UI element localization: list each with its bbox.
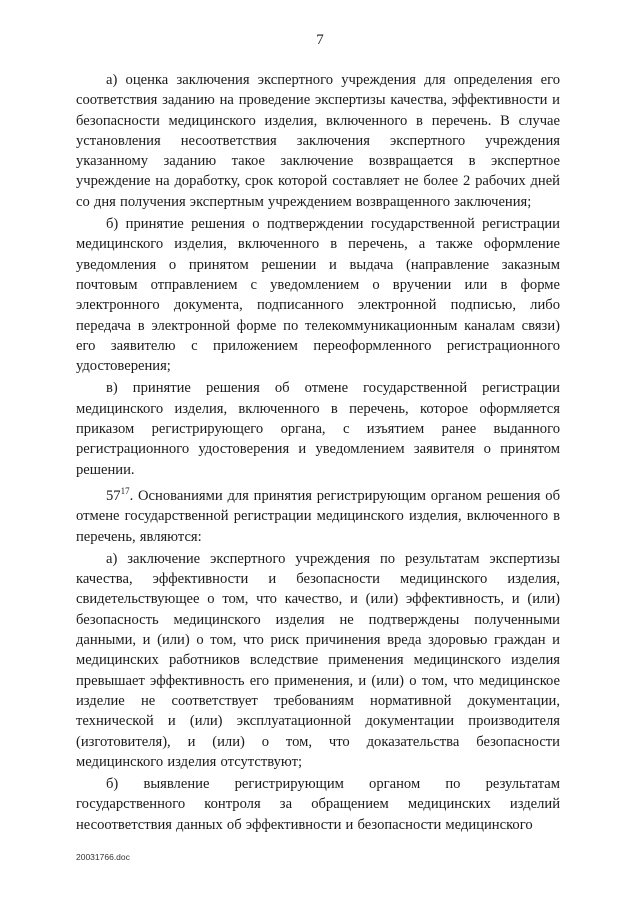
paragraph-item-a-assessment: а) оценка заключения экспертного учреждения для определения его соответствия заданию на проведение экспертизы качества, эффективности и безопасности медицинского изделия, включенного в перечень. В случае установления несоответствия заключения экспертного учреждения указанному заданию такое заключение возвращается в экспертное учреждение на доработку, срок которой составляет не более 2 рабочих дней со дня получения экспертным учреждением возвращенного заключения;: [76, 72, 560, 210]
clause-text: . Основаниями для принятия регистрирующим органом решения об отмене государственной регистрации медицинского изделия, включенного в перечень, являются:: [76, 487, 560, 545]
page-number: 7: [316, 32, 324, 48]
clause-number: 57: [106, 487, 121, 504]
document-body: [76, 70, 560, 835]
paragraph-ground-a-expert-conclusion: а) заключение экспертного учреждения по результатам экспертизы качества, эффективности и безопасности медицинского изделия, свидетельствующее о том, что качество, и (или) эффективность, и (или) безопасность медицинского изделия не подтверждены полученными данными, и (или) о том, что риск причинения вреда здоровью граждан и медицинских работников вследствие применения медицинского изделия превышает эффективность его применения, и (или) о том, что медицинское изделие не соответствует требованиям нормативной документации, технической и (или) эксплуатационной документации производителя (изготовителя), и (или) о том, что доказательства безопасности медицинского изделия отсутствуют;: [76, 550, 560, 770]
paragraph-clause-57-17: [76, 486, 560, 547]
paragraph-item-v-cancellation: в) принятие решения об отмене государственной регистрации медицинского изделия, включенного в перечень, которое оформляется приказом регистрирующего органа, с изъятием ранее выданного регистрационного удостоверения и уведомлением заявителя о принятом решении.: [76, 380, 560, 478]
footer-document-code: 20031766.doc: [76, 852, 130, 862]
clause-number-superscript: 17: [120, 486, 130, 497]
paragraph-item-b-confirmation: б) принятие решения о подтверждении государственной регистрации медицинского изделия, включенного в перечень, а также оформление уведомления о принятом решении и выдача (направление заказным почтовым отправлением с уведомлением о вручении или в форме электронного документа, подписанного электронной подписью, либо передача в электронной форме по телекоммуникационным каналам связи) его заявителю с приложением переоформленного регистрационного удостоверения;: [76, 216, 560, 375]
paragraph-ground-b-control-findings: б) выявление регистрирующим органом по результатам государственного контроля за обращением медицинских изделий несоответствия данных об эффективности и безопасности медицинского: [76, 776, 560, 833]
